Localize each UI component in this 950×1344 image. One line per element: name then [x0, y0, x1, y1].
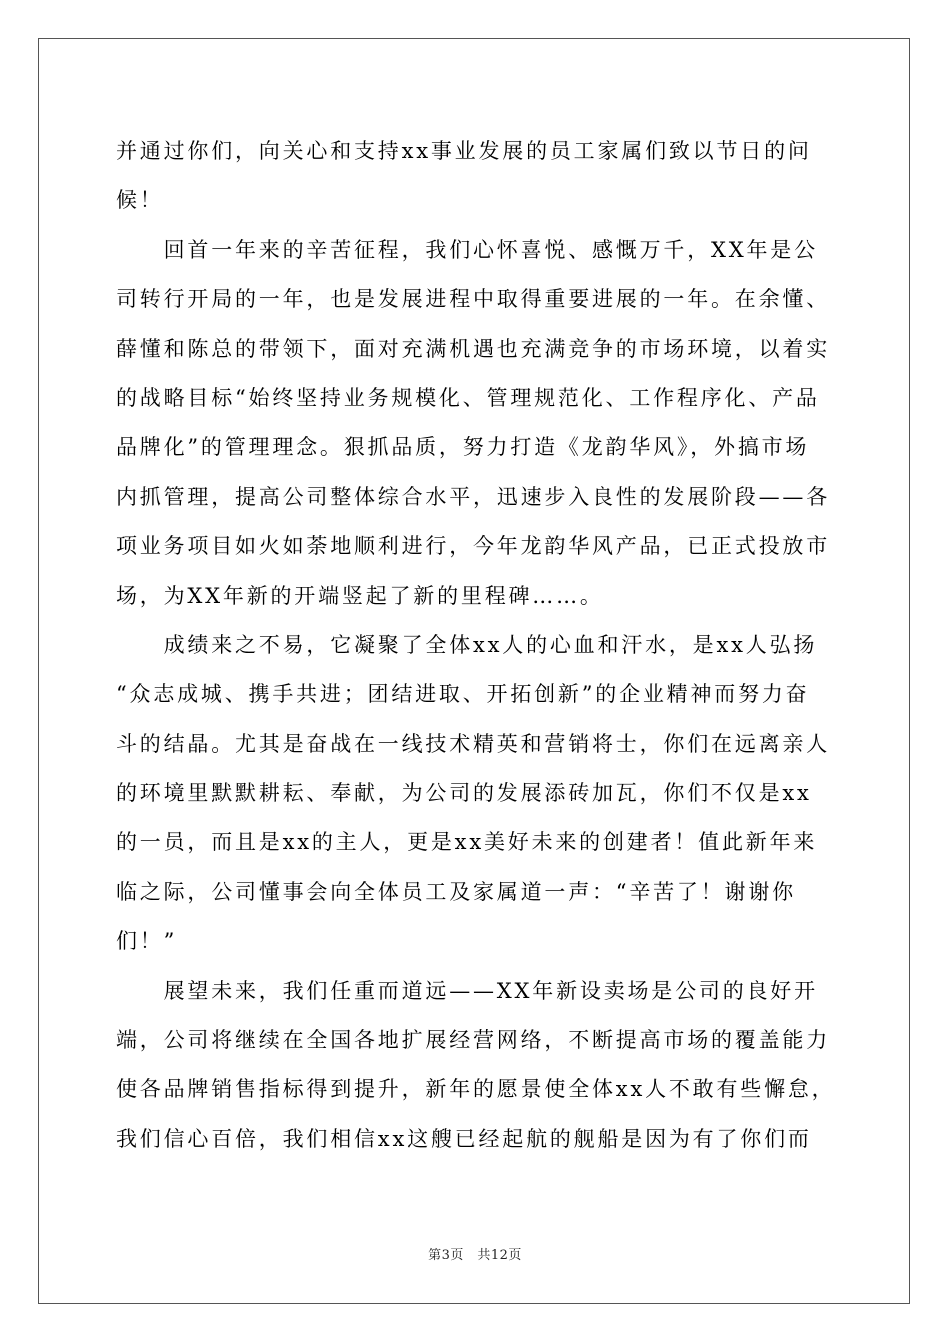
text-line: 临之际，公司懂事会向全体员工及家属道一声：“辛苦了！谢谢你	[116, 879, 796, 904]
text-line: 内抓管理，提高公司整体综合水平，迅速步入良性的发展阶段——各	[116, 484, 830, 509]
page-number-footer: 第3页 共12页	[428, 1248, 522, 1263]
text-line: 司转行开局的一年，也是发展进程中取得重要进展的一年。在余懂、	[116, 287, 830, 312]
text-line: 的战略目标“始终坚持业务规模化、管理规范化、工作程序化、产品	[116, 385, 820, 410]
text-line: 并通过你们，向关心和支持xx事业发展的员工家属们致以节日的问	[116, 139, 812, 163]
document-body	[116, 127, 836, 1164]
text-line: 们！”	[116, 929, 178, 954]
text-line: “众志成城、携手共进；团结进取、开拓创新”的企业精神而努力奋	[116, 682, 810, 707]
text-line: 候！	[116, 188, 164, 213]
text-line: 薛懂和陈总的带领下，面对充满机遇也充满竞争的市场环境，以着实	[116, 336, 830, 361]
text-line: 品牌化”的管理理念。狠抓品质，努力打造《龙韵华风》，外搞市场	[116, 435, 810, 460]
text-line: 成绩来之不易，它凝聚了全体xx人的心血和汗水，是xx人弘扬	[116, 632, 818, 657]
text-line: 场，为XX年新的开端竖起了新的里程碑……。	[116, 583, 604, 608]
text-line: 的环境里默默耕耘、奉献，为公司的发展添砖加瓦，你们不仅是xx	[116, 781, 812, 806]
text-line: 项业务项目如火如荼地顺利进行，今年龙韵华风产品，已正式投放市	[116, 534, 830, 559]
text-line: 端，公司将继续在全国各地扩展经营网络，不断提高市场的覆盖能力	[116, 1028, 830, 1053]
text-line: 回首一年来的辛苦征程，我们心怀喜悦、感慨万千，XX年是公	[116, 237, 818, 262]
text-line: 的一员，而且是xx的主人，更是xx美好未来的创建者！值此新年来	[116, 830, 818, 855]
text-line: 展望未来，我们任重而道远——XX年新设卖场是公司的良好开	[116, 978, 818, 1003]
text-line: 斗的结晶。尤其是奋战在一线技术精英和营销将士，你们在远离亲人	[116, 731, 830, 756]
text-line: 我们信心百倍，我们相信xx这艘已经起航的舰船是因为有了你们而	[116, 1126, 812, 1151]
text-line: 使各品牌销售指标得到提升，新年的愿景使全体xx人不敢有些懈怠，	[116, 1077, 836, 1102]
